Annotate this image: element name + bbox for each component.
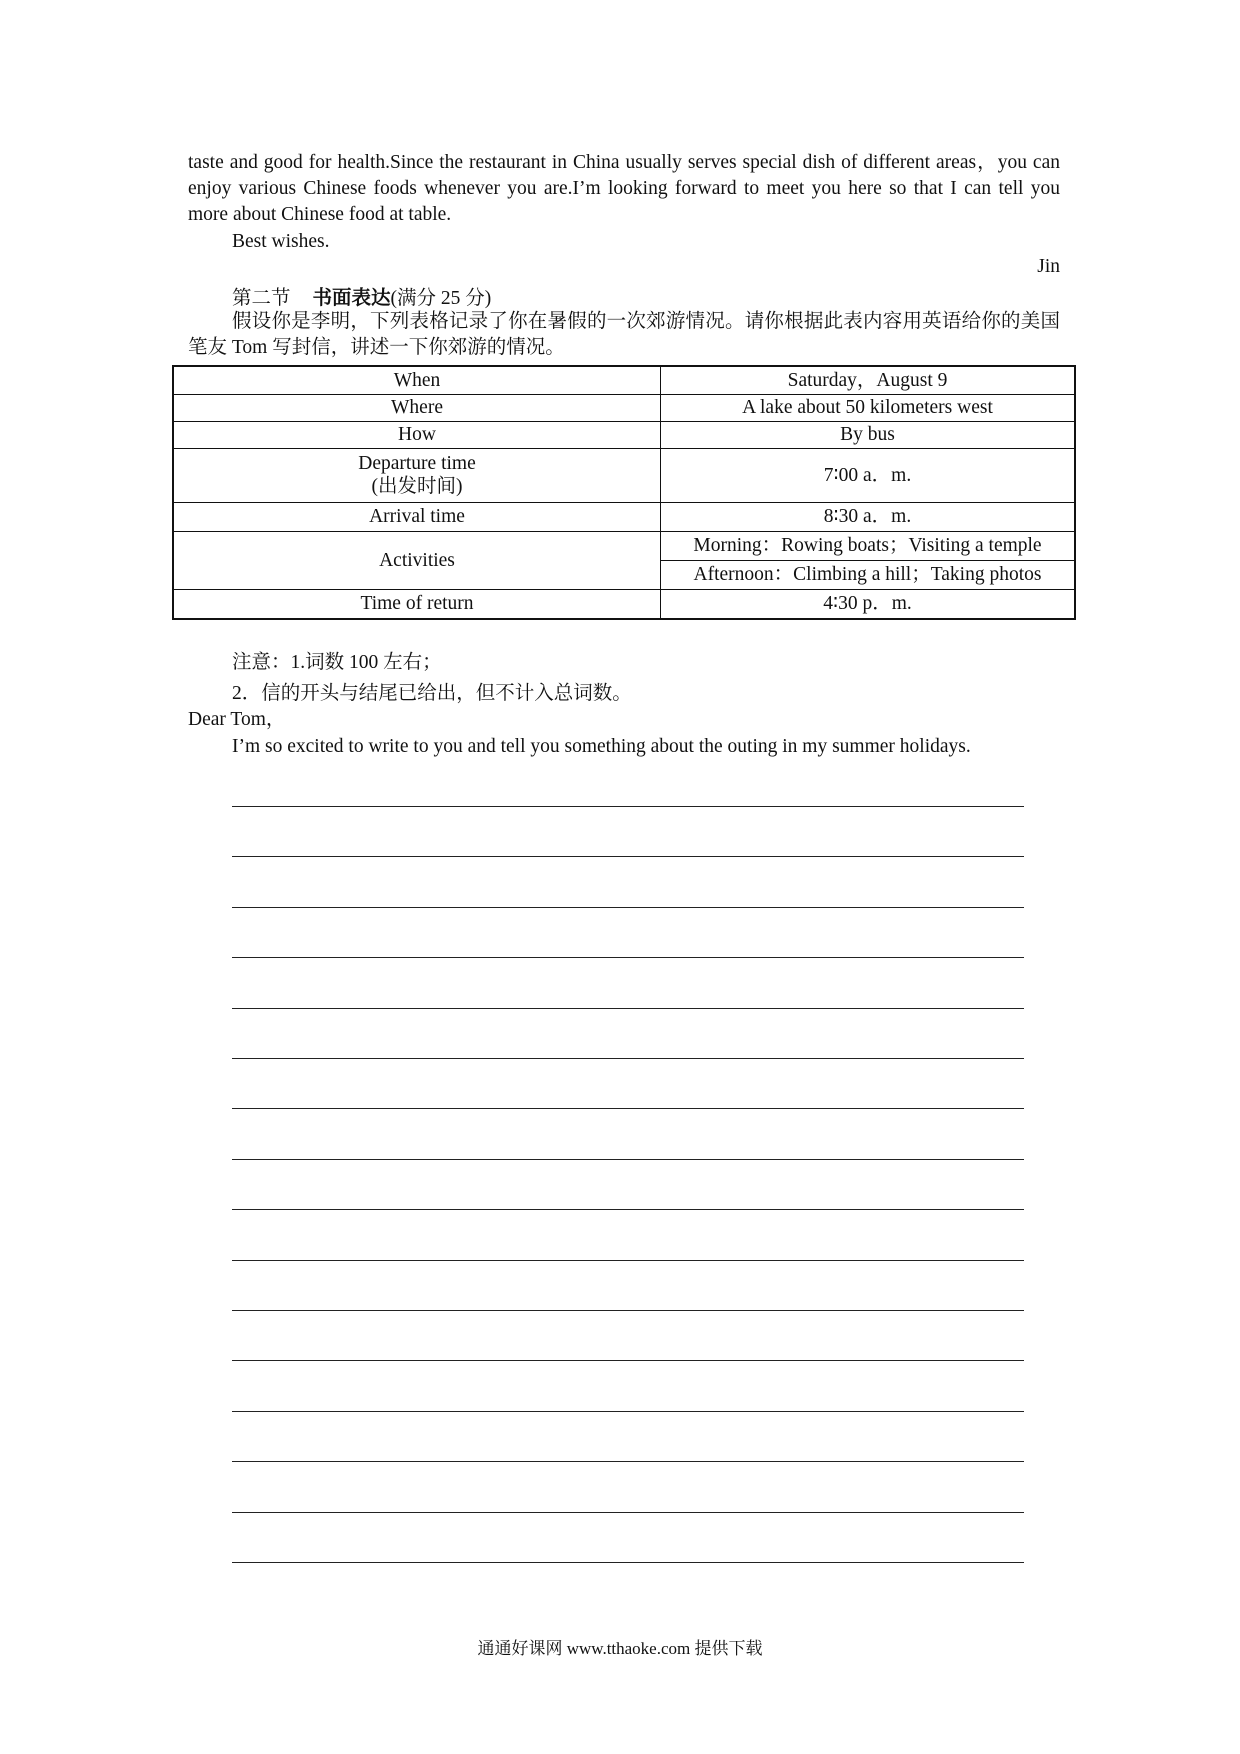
letter-opening: I’m so excited to write to you and tell you something about the outing in my summer holidays. xyxy=(232,736,971,757)
letter-opening-block xyxy=(188,734,1060,760)
row-value: Saturday，August 9 xyxy=(661,366,1076,394)
row-value-afternoon: Afternoon：Climbing a hill；Taking photos xyxy=(661,560,1076,589)
writing-line[interactable] xyxy=(232,1562,1024,1563)
row-label-departure xyxy=(173,448,661,502)
row-label: How xyxy=(173,421,661,448)
row-value: A lake about 50 kilometers west xyxy=(661,394,1076,421)
table-row-arrival xyxy=(173,502,1075,531)
writing-line[interactable] xyxy=(232,1260,1024,1261)
writing-line[interactable] xyxy=(232,1512,1024,1513)
table-row-activities-morning xyxy=(173,531,1075,560)
note-2: 2．信的开头与结尾已给出，但不计入总词数。 xyxy=(232,683,632,704)
row-label-note: (出发时间) xyxy=(371,476,463,497)
row-label: Where xyxy=(173,394,661,421)
writing-line[interactable] xyxy=(232,957,1024,958)
table-row-where xyxy=(173,394,1075,421)
row-label: When xyxy=(173,366,661,394)
writing-line[interactable] xyxy=(232,1108,1024,1109)
table-row-return xyxy=(173,589,1075,619)
writing-line[interactable] xyxy=(232,1461,1024,1462)
section-number: 第二节 xyxy=(232,288,291,309)
prev-letter-closing-block xyxy=(188,229,1060,255)
row-value-morning: Morning：Rowing boats；Visiting a temple xyxy=(661,531,1076,560)
table-row-how xyxy=(173,421,1075,448)
prev-letter-closing: Best wishes. xyxy=(232,231,330,252)
writing-line[interactable] xyxy=(232,1058,1024,1059)
notes-block xyxy=(188,650,1060,707)
writing-line[interactable] xyxy=(232,1159,1024,1160)
writing-line[interactable] xyxy=(232,1360,1024,1361)
writing-line[interactable] xyxy=(232,806,1024,807)
row-label: Arrival time xyxy=(173,502,661,531)
page-footer: 通通好课网 www.tthaoke.com 提供下载 xyxy=(477,1639,763,1658)
row-label: Departure time xyxy=(358,453,476,474)
row-value: 4∶30 p．m. xyxy=(661,589,1076,619)
row-label: Activities xyxy=(173,531,661,589)
section-title: 书面表达 xyxy=(312,288,391,309)
prev-letter-paragraph xyxy=(188,150,1060,228)
writing-line[interactable] xyxy=(232,1310,1024,1311)
row-value: 7∶00 a．m. xyxy=(661,448,1076,502)
writing-line[interactable] xyxy=(232,907,1024,908)
writing-line[interactable] xyxy=(232,1411,1024,1412)
section-prompt-block xyxy=(188,309,1060,361)
note-1: 注意：1.词数 100 左右； xyxy=(232,652,442,673)
section-score: (满分 25 分) xyxy=(390,288,492,309)
outing-info-table xyxy=(172,365,1076,620)
row-value: By bus xyxy=(661,421,1076,448)
row-value: 8∶30 a．m. xyxy=(661,502,1076,531)
table-row-when xyxy=(173,366,1075,394)
row-label: Time of return xyxy=(173,589,661,619)
prev-letter-signature: Jin xyxy=(1037,256,1060,277)
writing-line[interactable] xyxy=(232,1008,1024,1009)
table-row-departure xyxy=(173,448,1075,502)
writing-line[interactable] xyxy=(232,856,1024,857)
prev-letter-text: taste and good for health.Since the restaurant in China usually serves special dish of different areas，you can enjoy various Chinese foods whenever you are.I’m looking forward to meet you here so that I can tell you more about Chinese food at table. xyxy=(188,152,1060,225)
letter-greeting: Dear Tom， xyxy=(188,709,286,730)
section-heading xyxy=(232,282,491,310)
writing-line[interactable] xyxy=(232,1209,1024,1210)
section-prompt: 假设你是李明，下列表格记录了你在暑假的一次郊游情况。请你根据此表内容用英语给你的美国笔友 Tom 写封信，讲述一下你郊游的情况。 xyxy=(188,311,1060,358)
